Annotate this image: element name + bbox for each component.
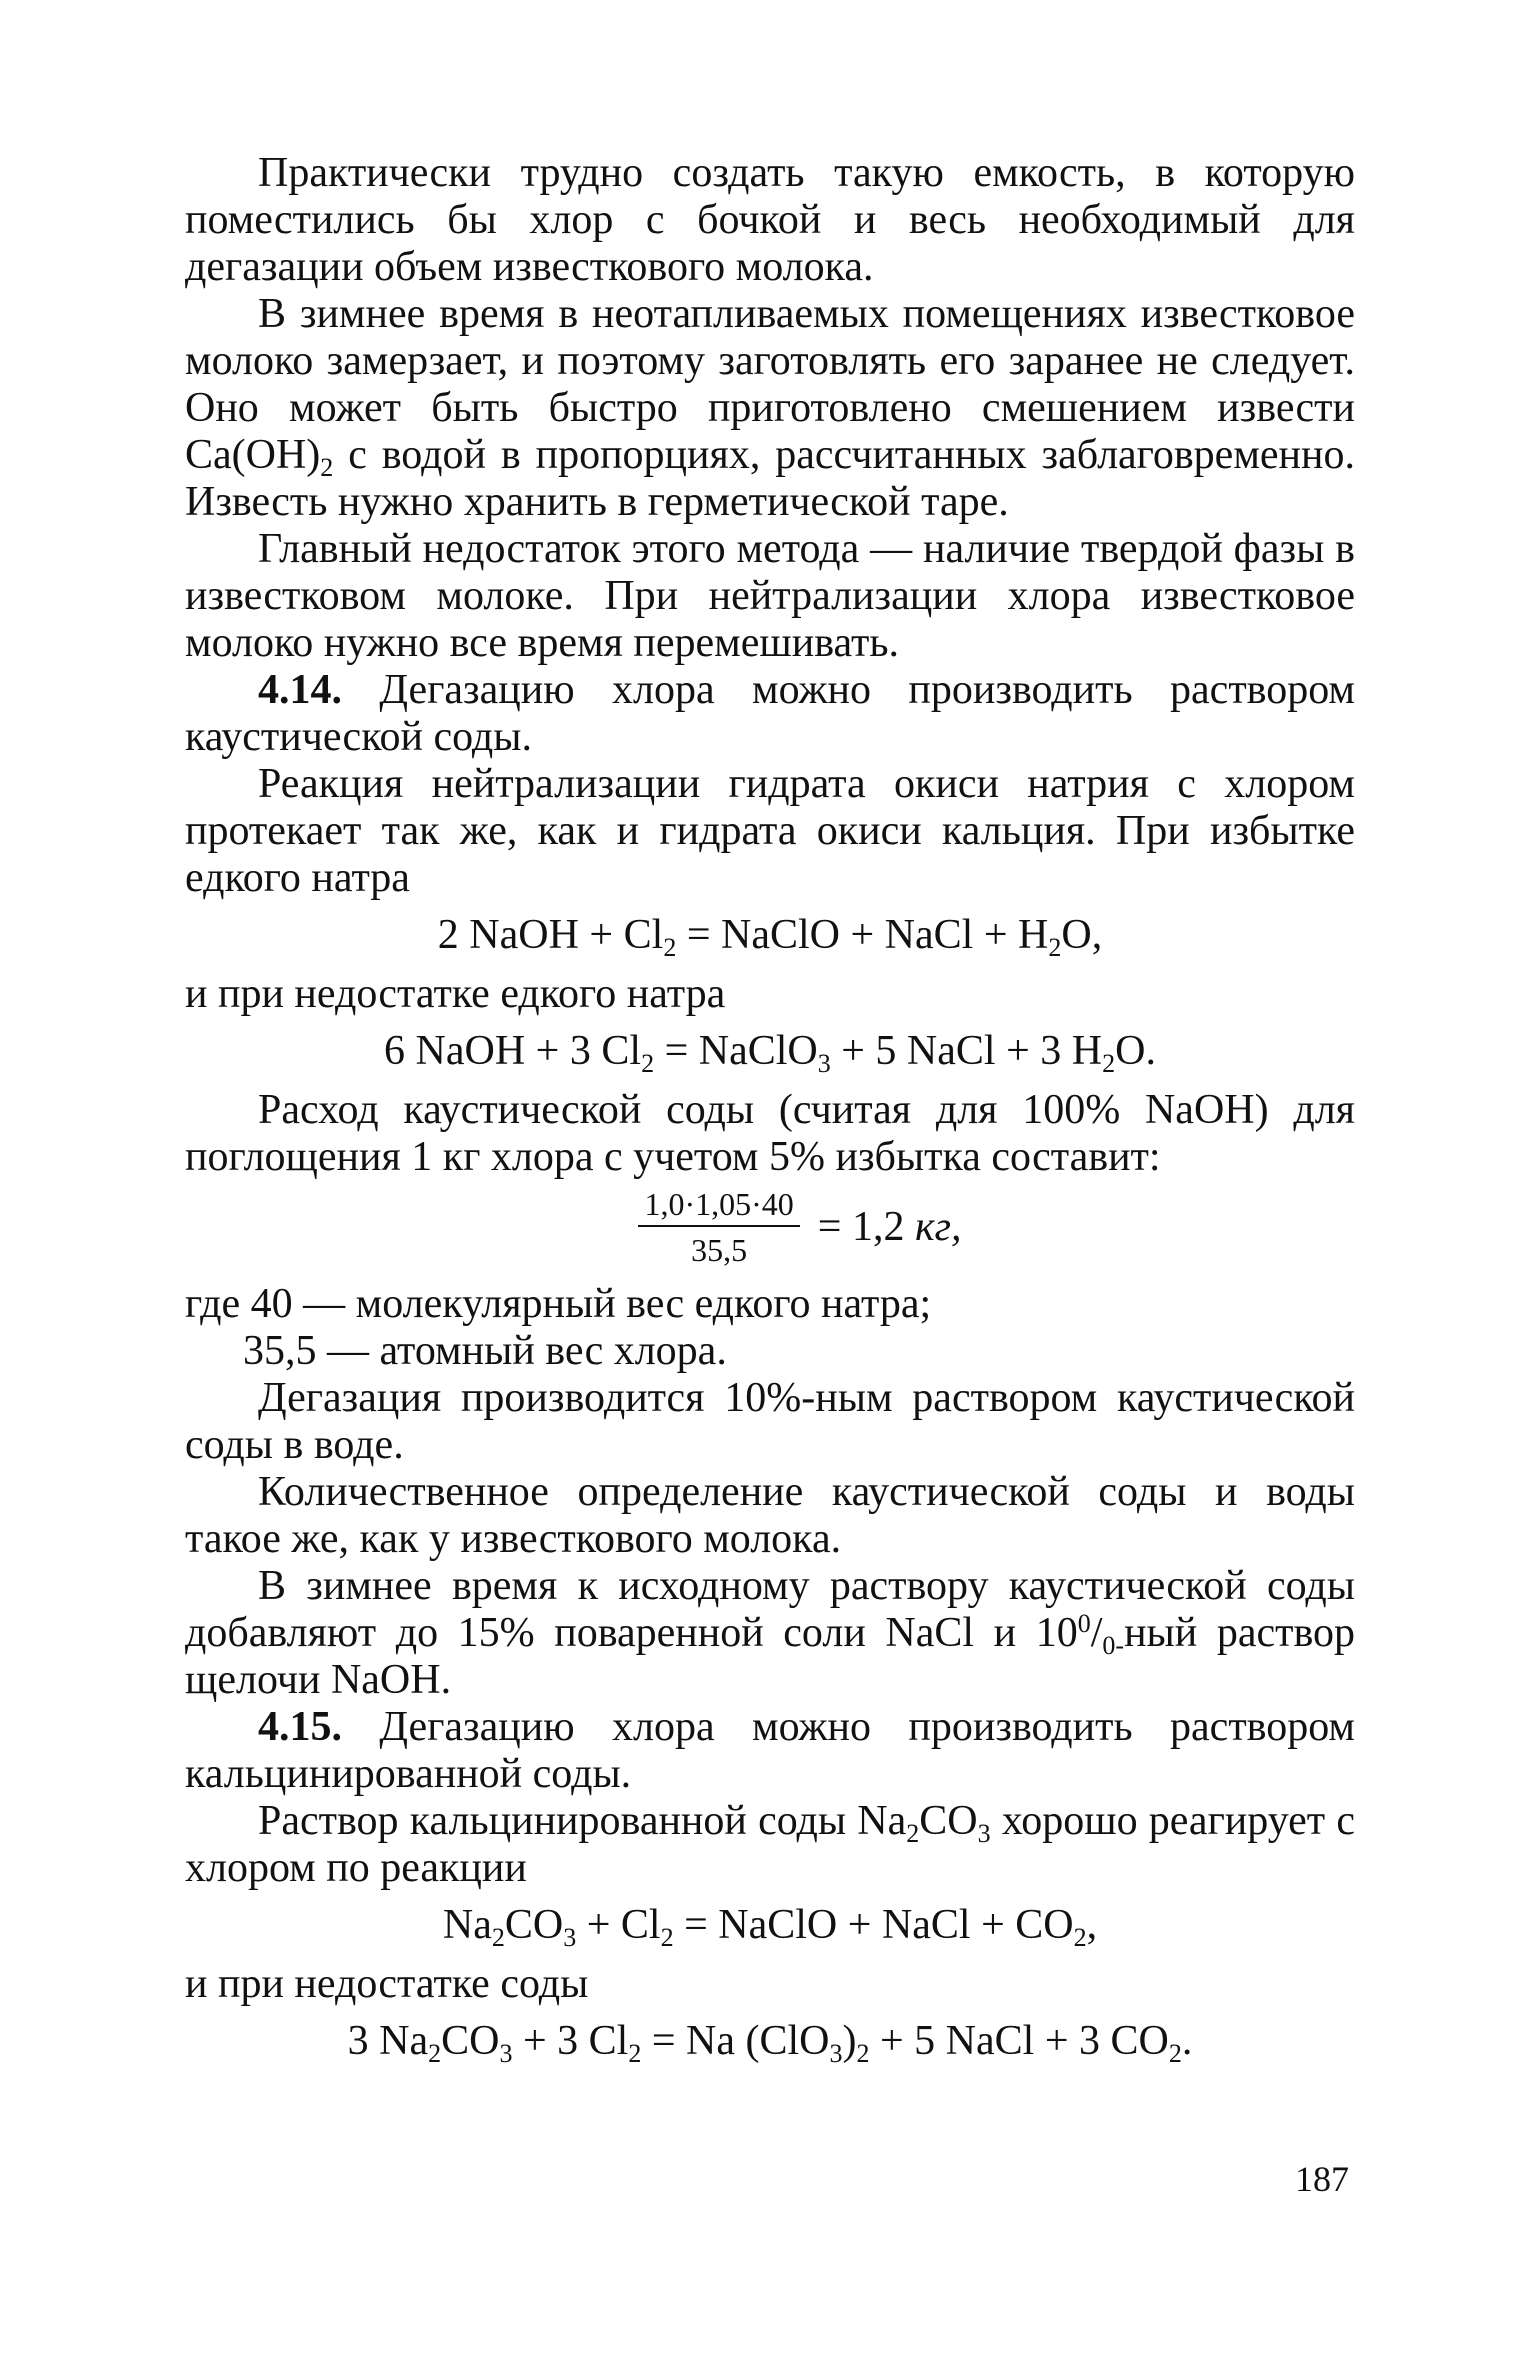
paragraph-13: и при недостатке соды [185,1961,589,2007]
subscript: 3 [817,1049,831,1078]
formula-part: Na [442,1902,492,1948]
subscript: 2 [428,2039,442,2068]
formula-4 [185,2018,1355,2068]
formula-part: 3 Na [347,2018,429,2064]
subscript: 3 [499,2039,513,2068]
page-body [185,150,1355,2077]
formula-part: = Na (ClO [641,2018,830,2064]
where-line-1: где 40 — молекулярный вес едкого натра; [185,1281,932,1327]
formula-part: CO [441,2018,500,2064]
paragraph-7: Расход каустической соды (считая для 100% NaOH) для поглощения 1 кг хлора с учетом 5% избытка составит: [185,1087,1355,1180]
paragraph-12-text-a: Раствор кальцинированной соды Na [258,1798,907,1844]
paragraph-10-slash: / [1090,1610,1103,1656]
formula-part: 6 NaOH + 3 Cl [384,1028,642,1074]
paragraph-3: Главный недостаток этого метода — наличие твердой фазы в известковом молоке. При нейтрализации хлора известковое молоко нужно все время перемешивать. [185,526,1355,666]
formula-part: O, [1061,912,1103,958]
formula-part: O. [1115,1028,1156,1074]
subscript: 2 [660,1923,674,1952]
subscript: 0- [1102,1631,1125,1660]
section-4-14 [185,667,1355,761]
paragraph-2-text-a: В зимнее время в неотапливаемых помещениях известковое молоко замерзает, и поэтому заготовлять его заранее не следует. Оно может быть быстро приготовлено смешением извести Ca(OH) [185,291,1355,478]
paragraph-1: Практически трудно создать такую емкость, в которую поместились бы хлор с бочкой и весь необходимый для дегазации объем известкового молока. [185,150,1355,290]
fraction-numerator: 1,0·1,05·40 [638,1185,799,1227]
subscript: 2 [320,453,334,482]
subscript: 2 [491,1923,505,1952]
paragraph-2-text-b: с водой в пропорциях, рассчитанных заблаговременно. Известь нужно хранить в герметической таре. [185,432,1355,525]
fraction [638,1185,799,1269]
section-4-15 [185,1704,1355,1798]
formula-part: , [1086,1902,1098,1948]
formula-part: = NaClO [654,1028,818,1074]
formula-part: + 3 Cl [512,2018,629,2064]
fraction-unit: кг, [914,1203,962,1250]
formula-2 [185,1028,1355,1078]
paragraph-9: Количественное определение каустической соды и воды такое же, как у известкового молока. [185,1469,1355,1562]
paragraph-10 [185,1563,1355,1704]
formula-part: + 5 NaCl + 3 CO [869,2018,1169,2064]
fraction-result [818,1204,962,1251]
fraction-value: = 1,2 [817,1203,905,1250]
formula-part: + 5 NaCl + 3 H [830,1028,1103,1074]
subscript: 2 [1102,1049,1116,1078]
formula-part: = NaClO + NaCl + H [676,912,1049,958]
paragraph-5: Реакция нейтрализации гидрата окиси натрия с хлором протекает так же, как и гидрата окиси кальция. При избытке едкого натра [185,761,1355,901]
section-text: Дегазацию хлора можно производить раствором кальцинированной соды. [185,1704,1355,1797]
formula-3 [185,1902,1355,1952]
paragraph-10-text-a: В зимнее время к исходному раствору каустической соды добавляют до 15% поваренной соли NaCl и 10 [185,1563,1355,1656]
subscript: 2 [663,933,677,962]
paragraph-12-text-b: CO [919,1798,978,1844]
fraction-denominator: 35,5 [691,1232,748,1268]
subscript: 2 [856,2039,870,2068]
subscript: 2 [1073,1923,1087,1952]
paragraph-8: Дегазация производится 10%-ным раствором каустической соды в воде. [185,1375,1355,1468]
formula-part: 2 NaOH + Cl [437,912,664,958]
subscript: 2 [1168,2039,1182,2068]
page-number: 187 [1295,2159,1349,2199]
subscript: 3 [977,1819,991,1848]
subscript: 2 [641,1049,655,1078]
subscript: 2 [1048,933,1062,962]
formula-part: = NaClO + NaCl + CO [673,1902,1074,1948]
subscript: 2 [628,2039,642,2068]
formula-part: + Cl [576,1902,661,1948]
subscript: 2 [906,1819,920,1848]
where-line-2: 35,5 — атомный вес хлора. [243,1328,727,1374]
section-text: Дегазацию хлора можно производить раствором каустической соды. [185,667,1355,760]
superscript: 0 [1077,1609,1091,1638]
formula-part: . [1181,2018,1193,2064]
section-number: 4.14. [258,667,342,713]
formula-1 [185,912,1355,962]
subscript: 3 [829,2039,843,2068]
formula-part: ) [842,2018,857,2064]
paragraph-12-text-c: хорошо реагирует с хлором по реакции [185,1798,1355,1891]
subscript: 3 [563,1923,577,1952]
paragraph-6: и при недостатке едкого натра [185,971,726,1017]
fraction-formula [245,1185,1355,1269]
paragraph-10-text-c: ный раствор щелочи NaOH. [185,1610,1356,1703]
section-number: 4.15. [258,1704,342,1750]
formula-part: CO [504,1902,564,1948]
paragraph-2 [185,291,1355,526]
paragraph-12 [185,1798,1355,1892]
